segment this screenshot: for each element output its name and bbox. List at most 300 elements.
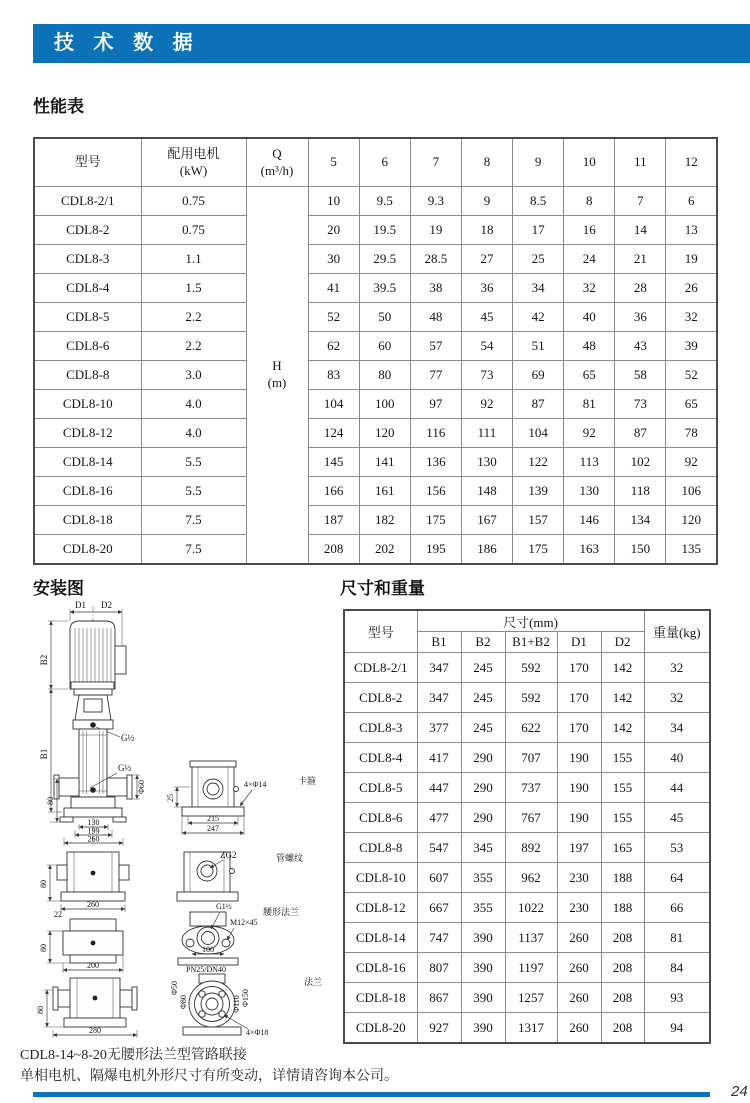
perf-col-flow-value: 7 bbox=[410, 138, 461, 187]
perf-head-value-cell: 57 bbox=[410, 332, 461, 361]
dims-size-cell: 190 bbox=[557, 743, 601, 773]
dia-label-150: Φ150 bbox=[241, 989, 250, 1007]
holes-label-4x18: 4×Φ18 bbox=[246, 1028, 269, 1037]
flange-connection-view bbox=[36, 965, 322, 1038]
dims-col-size: B1 bbox=[417, 632, 461, 653]
dims-size-cell: 260 bbox=[557, 953, 601, 983]
flange-spec-label: PN25/DN40 bbox=[186, 965, 227, 974]
perf-head-value-cell: 43 bbox=[615, 332, 666, 361]
dia-label-80: Φ80 bbox=[179, 995, 188, 1009]
perf-head-value-cell: 187 bbox=[308, 506, 359, 535]
perf-head-value-cell: 104 bbox=[513, 419, 564, 448]
dims-size-cell: 1137 bbox=[505, 923, 557, 953]
perf-head-value-cell: 157 bbox=[513, 506, 564, 535]
perf-power-cell: 0.75 bbox=[141, 216, 246, 245]
dims-model-cell: CDL8-8 bbox=[344, 833, 417, 863]
perf-model-cell: CDL8-2 bbox=[34, 216, 141, 245]
perf-power-cell: 4.0 bbox=[141, 419, 246, 448]
perf-power-cell: 5.5 bbox=[141, 477, 246, 506]
perf-table-body bbox=[34, 187, 717, 565]
dims-size-cell: 707 bbox=[505, 743, 557, 773]
perf-row bbox=[34, 187, 717, 216]
perf-row bbox=[34, 390, 717, 419]
dims-model-cell: CDL8-12 bbox=[344, 893, 417, 923]
dims-weight-cell: 32 bbox=[644, 683, 710, 713]
dims-size-cell: 1317 bbox=[505, 1013, 557, 1044]
perf-head-value-cell: 120 bbox=[666, 506, 717, 535]
perf-head-value-cell: 122 bbox=[513, 448, 564, 477]
dims-size-cell: 208 bbox=[601, 953, 644, 983]
perf-col-flow-value: 8 bbox=[461, 138, 512, 187]
dims-size-cell: 767 bbox=[505, 803, 557, 833]
dims-size-cell: 190 bbox=[557, 803, 601, 833]
perf-head-value-cell: 150 bbox=[615, 535, 666, 565]
dim-label-22: 22 bbox=[54, 910, 62, 919]
perf-head-value-cell: 38 bbox=[410, 274, 461, 303]
perf-head-value-cell: 9.5 bbox=[359, 187, 410, 216]
perf-head-value-cell: 100 bbox=[359, 390, 410, 419]
dims-row bbox=[344, 713, 710, 743]
thread-label-g1half: G1½ bbox=[216, 902, 232, 911]
port-label-g-half-2: G½ bbox=[118, 763, 132, 773]
dims-size-cell: 355 bbox=[461, 863, 505, 893]
dims-size-cell: 867 bbox=[417, 983, 461, 1013]
perf-head-value-cell: 175 bbox=[410, 506, 461, 535]
page-number: 24 bbox=[731, 1083, 748, 1100]
performance-table bbox=[33, 137, 718, 565]
perf-head-value-cell: 27 bbox=[461, 245, 512, 274]
perf-header-row bbox=[34, 138, 717, 187]
dim-label-d1: D1 bbox=[75, 600, 86, 610]
perf-head-value-cell: 73 bbox=[461, 361, 512, 390]
perf-head-value-cell: 42 bbox=[513, 303, 564, 332]
dims-row bbox=[344, 953, 710, 983]
dims-header-row1 bbox=[344, 610, 710, 632]
perf-head-value-cell: 124 bbox=[308, 419, 359, 448]
footer-rule bbox=[33, 1092, 710, 1097]
perf-head-value-cell: 8 bbox=[564, 187, 615, 216]
perf-head-value-cell: 83 bbox=[308, 361, 359, 390]
connection-label-clamp: 卡箍 bbox=[298, 776, 317, 786]
perf-head-value-cell: 17 bbox=[513, 216, 564, 245]
dims-size-cell: 142 bbox=[601, 713, 644, 743]
perf-head-value-cell: 29.5 bbox=[359, 245, 410, 274]
perf-head-value-cell: 106 bbox=[666, 477, 717, 506]
dims-size-cell: 170 bbox=[557, 713, 601, 743]
perf-head-value-cell: 40 bbox=[564, 303, 615, 332]
dims-size-cell: 142 bbox=[601, 653, 644, 683]
perf-head-value-cell: 30 bbox=[308, 245, 359, 274]
dims-size-cell: 747 bbox=[417, 923, 461, 953]
bolt-label-m12x45: M12×45 bbox=[230, 918, 258, 927]
perf-row bbox=[34, 245, 717, 274]
perf-model-cell: CDL8-18 bbox=[34, 506, 141, 535]
perf-power-cell: 7.5 bbox=[141, 506, 246, 535]
pump-elevation-drawing bbox=[39, 600, 146, 846]
perf-head-value-cell: 24 bbox=[564, 245, 615, 274]
dims-size-cell: 230 bbox=[557, 863, 601, 893]
dims-size-cell: 447 bbox=[417, 773, 461, 803]
perf-head-value-cell: 120 bbox=[359, 419, 410, 448]
perf-model-cell: CDL8-3 bbox=[34, 245, 141, 274]
performance-section-title: 性能表 bbox=[33, 97, 84, 116]
dims-size-cell: 377 bbox=[417, 713, 461, 743]
perf-head-value-cell: 161 bbox=[359, 477, 410, 506]
perf-head-value-cell: 13 bbox=[666, 216, 717, 245]
perf-head-value-cell: 97 bbox=[410, 390, 461, 419]
perf-head-value-cell: 25 bbox=[513, 245, 564, 274]
dims-col-size: B2 bbox=[461, 632, 505, 653]
dims-weight-cell: 81 bbox=[644, 923, 710, 953]
dims-size-cell: 1257 bbox=[505, 983, 557, 1013]
perf-head-value-cell: 113 bbox=[564, 448, 615, 477]
perf-head-value-cell: 50 bbox=[359, 303, 410, 332]
perf-head-value-cell: 48 bbox=[564, 332, 615, 361]
motor-body bbox=[70, 621, 115, 689]
dims-row bbox=[344, 1013, 710, 1044]
dims-size-cell: 170 bbox=[557, 653, 601, 683]
perf-head-value-cell: 92 bbox=[564, 419, 615, 448]
perf-head-value-cell: 163 bbox=[564, 535, 615, 565]
perf-head-value-cell: 92 bbox=[666, 448, 717, 477]
perf-model-cell: CDL8-20 bbox=[34, 535, 141, 565]
perf-head-value-cell: 10 bbox=[308, 187, 359, 216]
perf-col-flow-value: 10 bbox=[564, 138, 615, 187]
dims-size-cell: 155 bbox=[601, 803, 644, 833]
perf-head-value-cell: 65 bbox=[564, 361, 615, 390]
perf-head-value-cell: 32 bbox=[564, 274, 615, 303]
dims-col-model: 型号 bbox=[344, 610, 417, 653]
perf-head-value-cell: 52 bbox=[308, 303, 359, 332]
perf-head-value-cell: 69 bbox=[513, 361, 564, 390]
dims-size-cell: 260 bbox=[557, 923, 601, 953]
footnote-flange-models: CDL8-14~8-20无腰形法兰型管路联接 bbox=[20, 1048, 247, 1063]
dim-label-b2: B2 bbox=[39, 654, 49, 666]
dims-model-cell: CDL8-14 bbox=[344, 923, 417, 953]
dim-label-80-thread: 80 bbox=[39, 880, 48, 888]
perf-head-value-cell: 34 bbox=[513, 274, 564, 303]
dims-model-cell: CDL8-10 bbox=[344, 863, 417, 893]
dimensions-table bbox=[343, 609, 711, 1044]
dim-label-25: 25 bbox=[166, 794, 175, 802]
connection-label-flange: 法兰 bbox=[304, 977, 323, 987]
installation-diagram bbox=[20, 594, 345, 1056]
dims-size-cell: 807 bbox=[417, 953, 461, 983]
perf-model-cell: CDL8-8 bbox=[34, 361, 141, 390]
perf-head-value-cell: 87 bbox=[615, 419, 666, 448]
dims-size-cell: 390 bbox=[461, 953, 505, 983]
dims-size-cell: 208 bbox=[601, 1013, 644, 1044]
perf-head-value-cell: 54 bbox=[461, 332, 512, 361]
pump-base bbox=[64, 808, 122, 817]
perf-col-model: 型号 bbox=[34, 138, 141, 187]
perf-head-value-cell: 202 bbox=[359, 535, 410, 565]
dims-size-cell: 188 bbox=[601, 863, 644, 893]
perf-col-motor-line1: 配用电机 bbox=[167, 146, 220, 162]
perf-row bbox=[34, 535, 717, 565]
perf-model-cell: CDL8-14 bbox=[34, 448, 141, 477]
dims-table-body bbox=[344, 653, 710, 1044]
perf-head-value-cell: 136 bbox=[410, 448, 461, 477]
dims-size-cell: 390 bbox=[461, 983, 505, 1013]
dims-model-cell: CDL8-20 bbox=[344, 1013, 417, 1044]
perf-head-value-cell: 36 bbox=[615, 303, 666, 332]
perf-head-value-cell: 156 bbox=[410, 477, 461, 506]
perf-power-cell: 5.5 bbox=[141, 448, 246, 477]
dims-col-weight: 重量(kg) bbox=[644, 610, 710, 653]
perf-row bbox=[34, 303, 717, 332]
dims-size-cell: 245 bbox=[461, 713, 505, 743]
dims-model-cell: CDL8-4 bbox=[344, 743, 417, 773]
perf-head-value-cell: 135 bbox=[666, 535, 717, 565]
dims-size-cell: 170 bbox=[557, 683, 601, 713]
perf-head-value-cell: 102 bbox=[615, 448, 666, 477]
perf-head-value-cell: 78 bbox=[666, 419, 717, 448]
perf-col-flow-line2: (m³/h) bbox=[260, 162, 294, 178]
perf-head-value-cell: 87 bbox=[513, 390, 564, 419]
dim-label-130: 130 bbox=[87, 818, 100, 827]
dims-size-cell: 347 bbox=[417, 653, 461, 683]
dims-weight-cell: 34 bbox=[644, 713, 710, 743]
perf-head-value-cell: 26 bbox=[666, 274, 717, 303]
dims-size-cell: 355 bbox=[461, 893, 505, 923]
dims-size-cell: 190 bbox=[557, 773, 601, 803]
dims-size-cell: 260 bbox=[557, 1013, 601, 1044]
oval-flange-connection-view bbox=[39, 902, 299, 973]
dims-size-cell: 155 bbox=[601, 773, 644, 803]
dim-label-b1: B1 bbox=[39, 748, 49, 760]
thread-connection-view bbox=[39, 850, 303, 912]
dims-size-cell: 155 bbox=[601, 743, 644, 773]
dims-size-cell: 477 bbox=[417, 803, 461, 833]
connection-label-oval-flange: 腰形法兰 bbox=[263, 907, 300, 917]
perf-head-value-cell: 195 bbox=[410, 535, 461, 565]
perf-power-cell: 7.5 bbox=[141, 535, 246, 565]
dims-weight-cell: 66 bbox=[644, 893, 710, 923]
dimensions-section-title: 尺寸和重量 bbox=[340, 579, 425, 598]
perf-head-value-cell: 130 bbox=[461, 448, 512, 477]
perf-row bbox=[34, 216, 717, 245]
perf-head-value-cell: 18 bbox=[461, 216, 512, 245]
dims-col-size: D1 bbox=[557, 632, 601, 653]
perf-head-value-cell: 148 bbox=[461, 477, 512, 506]
dims-model-cell: CDL8-3 bbox=[344, 713, 417, 743]
perf-head-value-cell: 39.5 bbox=[359, 274, 410, 303]
perf-head-value-cell: 80 bbox=[359, 361, 410, 390]
dims-size-cell: 1022 bbox=[505, 893, 557, 923]
perf-head-value-cell: 36 bbox=[461, 274, 512, 303]
perf-row bbox=[34, 477, 717, 506]
dims-size-cell: 962 bbox=[505, 863, 557, 893]
perf-head-value-cell: 9.3 bbox=[410, 187, 461, 216]
perf-head-unit-cell: H (m) bbox=[246, 187, 308, 565]
dims-size-cell: 347 bbox=[417, 683, 461, 713]
perf-row bbox=[34, 274, 717, 303]
dims-size-cell: 188 bbox=[601, 893, 644, 923]
perf-col-flow bbox=[246, 138, 308, 187]
perf-head-value-cell: 9 bbox=[461, 187, 512, 216]
motor-terminal-box bbox=[115, 646, 126, 674]
clamp-connection-view bbox=[166, 761, 316, 835]
perf-col-motor bbox=[141, 138, 246, 187]
perf-head-value-cell: 92 bbox=[461, 390, 512, 419]
dims-model-cell: CDL8-18 bbox=[344, 983, 417, 1013]
perf-head-value-cell: 167 bbox=[461, 506, 512, 535]
dim-label-d2: D2 bbox=[101, 600, 112, 610]
perf-head-value-cell: 58 bbox=[615, 361, 666, 390]
dims-size-cell: 417 bbox=[417, 743, 461, 773]
perf-row bbox=[34, 506, 717, 535]
perf-head-value-cell: 111 bbox=[461, 419, 512, 448]
dims-row bbox=[344, 773, 710, 803]
dims-size-cell: 197 bbox=[557, 833, 601, 863]
dia-label-110: Φ110 bbox=[232, 995, 241, 1013]
dims-row bbox=[344, 863, 710, 893]
dims-row bbox=[344, 833, 710, 863]
perf-head-value-cell: 134 bbox=[615, 506, 666, 535]
dim-label-80-main: 80 bbox=[46, 797, 55, 805]
dims-col-size-group: 尺寸(mm) bbox=[417, 610, 644, 632]
dims-row bbox=[344, 683, 710, 713]
dims-model-cell: CDL8-2 bbox=[344, 683, 417, 713]
dia-label-50: Φ50 bbox=[170, 981, 179, 995]
dim-label-260-thread: 260 bbox=[87, 900, 99, 909]
perf-head-value-cell: 182 bbox=[359, 506, 410, 535]
perf-model-cell: CDL8-10 bbox=[34, 390, 141, 419]
dim-label-dia60: Φ60 bbox=[137, 780, 146, 794]
perf-power-cell: 4.0 bbox=[141, 390, 246, 419]
perf-head-value-cell: 16 bbox=[564, 216, 615, 245]
perf-col-flow-value: 12 bbox=[666, 138, 717, 187]
perf-col-flow-value: 9 bbox=[513, 138, 564, 187]
dims-weight-cell: 64 bbox=[644, 863, 710, 893]
dims-size-cell: 260 bbox=[557, 983, 601, 1013]
dims-size-cell: 208 bbox=[601, 923, 644, 953]
perf-head-value-cell: 19.5 bbox=[359, 216, 410, 245]
dim-label-80-flange: 80 bbox=[36, 1006, 45, 1014]
dims-weight-cell: 84 bbox=[644, 953, 710, 983]
dims-col-size: B1+B2 bbox=[505, 632, 557, 653]
dims-size-cell: 737 bbox=[505, 773, 557, 803]
dims-size-cell: 245 bbox=[461, 683, 505, 713]
dim-label-260-main: 260 bbox=[87, 834, 100, 844]
perf-head-value-cell: 45 bbox=[461, 303, 512, 332]
dims-weight-cell: 44 bbox=[644, 773, 710, 803]
perf-head-value-cell: 175 bbox=[513, 535, 564, 565]
dims-size-cell: 290 bbox=[461, 743, 505, 773]
perf-col-flow-value: 6 bbox=[359, 138, 410, 187]
dims-row bbox=[344, 893, 710, 923]
perf-head-value-cell: 39 bbox=[666, 332, 717, 361]
dims-size-cell: 927 bbox=[417, 1013, 461, 1044]
perf-head-value-cell: 186 bbox=[461, 535, 512, 565]
perf-head-value-cell: 41 bbox=[308, 274, 359, 303]
perf-head-value-cell: 146 bbox=[564, 506, 615, 535]
dims-size-cell: 230 bbox=[557, 893, 601, 923]
perf-head-value-cell: 6 bbox=[666, 187, 717, 216]
dims-weight-cell: 94 bbox=[644, 1013, 710, 1044]
dims-size-cell: 290 bbox=[461, 773, 505, 803]
dims-row bbox=[344, 923, 710, 953]
perf-head-value-cell: 65 bbox=[666, 390, 717, 419]
discharge-port bbox=[107, 778, 127, 796]
outlet-port bbox=[90, 722, 96, 728]
footnote-motor-variation: 单相电机、隔爆电机外形尺寸有所变动，详情请咨询本公司。 bbox=[20, 1069, 398, 1084]
dims-size-cell: 142 bbox=[601, 683, 644, 713]
dim-label-100: 100 bbox=[202, 945, 214, 954]
perf-model-cell: CDL8-16 bbox=[34, 477, 141, 506]
dims-weight-cell: 93 bbox=[644, 983, 710, 1013]
dims-weight-cell: 40 bbox=[644, 743, 710, 773]
perf-row bbox=[34, 448, 717, 477]
perf-head-value-cell: 20 bbox=[308, 216, 359, 245]
dims-size-cell: 892 bbox=[505, 833, 557, 863]
perf-head-value-cell: 51 bbox=[513, 332, 564, 361]
perf-head-value-cell: 52 bbox=[666, 361, 717, 390]
perf-model-cell: CDL8-2/1 bbox=[34, 187, 141, 216]
dims-size-cell: 290 bbox=[461, 803, 505, 833]
dims-row bbox=[344, 983, 710, 1013]
perf-head-value-cell: 28.5 bbox=[410, 245, 461, 274]
perf-head-value-cell: 60 bbox=[359, 332, 410, 361]
perf-head-value-cell: 28 bbox=[615, 274, 666, 303]
perf-col-motor-line2: (kW) bbox=[179, 162, 208, 178]
perf-head-value-cell: 73 bbox=[615, 390, 666, 419]
dims-size-cell: 390 bbox=[461, 1013, 505, 1044]
perf-power-cell: 3.0 bbox=[141, 361, 246, 390]
perf-head-value-cell: 19 bbox=[410, 216, 461, 245]
perf-head-value-cell: 19 bbox=[666, 245, 717, 274]
dims-size-cell: 592 bbox=[505, 683, 557, 713]
perf-head-value-cell: 116 bbox=[410, 419, 461, 448]
perf-head-value-cell: 62 bbox=[308, 332, 359, 361]
perf-power-cell: 1.5 bbox=[141, 274, 246, 303]
connection-label-thread: 管螺纹 bbox=[276, 853, 304, 863]
dims-size-cell: 390 bbox=[461, 923, 505, 953]
perf-model-cell: CDL8-4 bbox=[34, 274, 141, 303]
perf-head-value-cell: 130 bbox=[564, 477, 615, 506]
dims-model-cell: CDL8-2/1 bbox=[344, 653, 417, 683]
perf-head-value-cell: 21 bbox=[615, 245, 666, 274]
dims-weight-cell: 53 bbox=[644, 833, 710, 863]
perf-head-value-cell: 77 bbox=[410, 361, 461, 390]
section-banner bbox=[33, 24, 750, 63]
dims-size-cell: 165 bbox=[601, 833, 644, 863]
dims-weight-cell: 32 bbox=[644, 653, 710, 683]
dims-model-cell: CDL8-5 bbox=[344, 773, 417, 803]
perf-head-value-cell: 118 bbox=[615, 477, 666, 506]
perf-head-value-cell: 166 bbox=[308, 477, 359, 506]
perf-power-cell: 1.1 bbox=[141, 245, 246, 274]
dim-label-80-oval: 80 bbox=[39, 944, 48, 952]
dims-weight-cell: 45 bbox=[644, 803, 710, 833]
perf-head-value-cell: 145 bbox=[308, 448, 359, 477]
perf-model-cell: CDL8-5 bbox=[34, 303, 141, 332]
dims-size-cell: 547 bbox=[417, 833, 461, 863]
dims-row bbox=[344, 653, 710, 683]
perf-head-value-cell: 141 bbox=[359, 448, 410, 477]
dims-model-cell: CDL8-16 bbox=[344, 953, 417, 983]
perf-col-flow-value: 5 bbox=[308, 138, 359, 187]
perf-model-cell: CDL8-12 bbox=[34, 419, 141, 448]
dims-size-cell: 607 bbox=[417, 863, 461, 893]
dims-size-cell: 345 bbox=[461, 833, 505, 863]
dims-size-cell: 245 bbox=[461, 653, 505, 683]
suction-port bbox=[59, 778, 79, 796]
perf-row bbox=[34, 419, 717, 448]
perf-model-cell: CDL8-6 bbox=[34, 332, 141, 361]
perf-col-flow-line1: Q bbox=[272, 146, 282, 162]
